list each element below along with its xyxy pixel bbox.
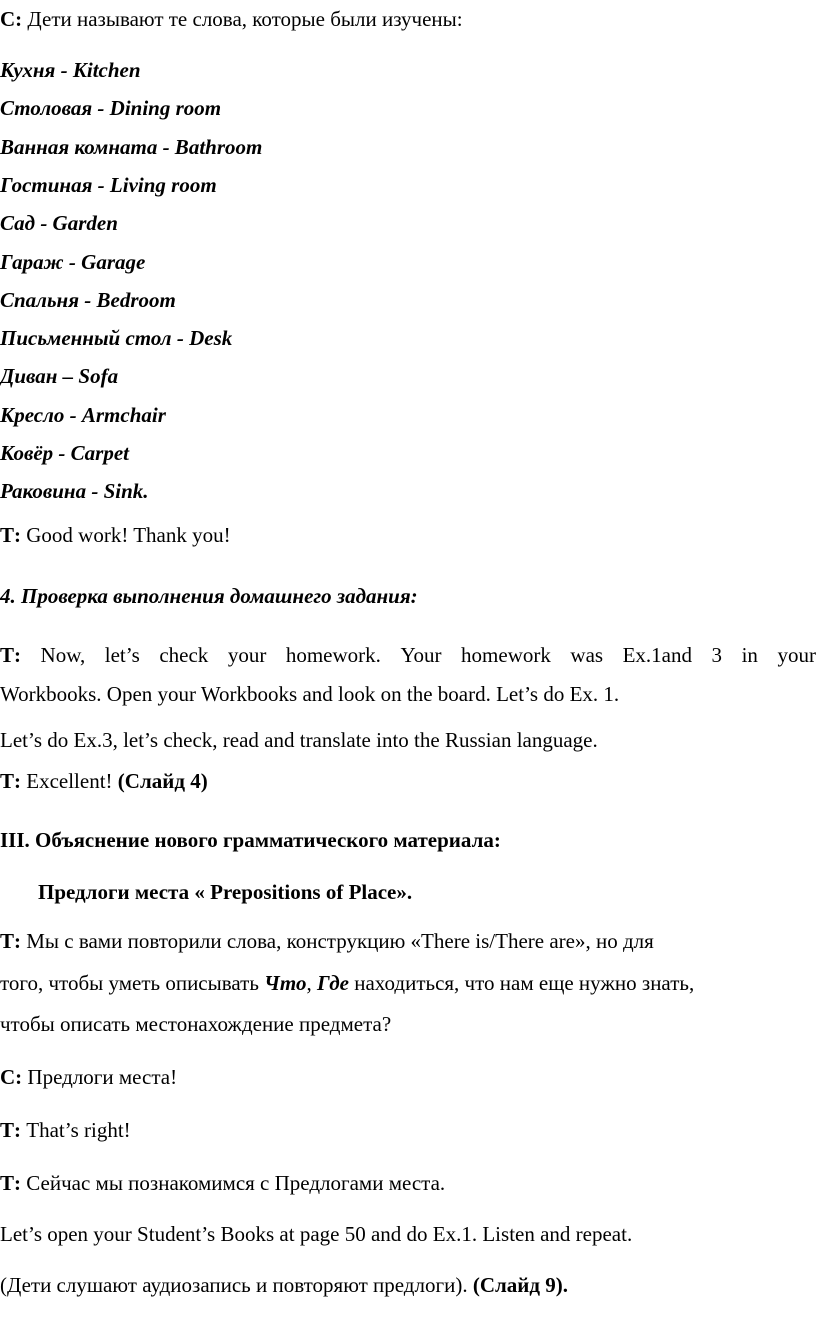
- homework-line-3: Let’s do Ex.3, let’s check, read and translate into the Russian language.: [0, 728, 598, 752]
- vocab-item: Кухня - Kitchen: [0, 58, 141, 82]
- speaker-label: Т:: [0, 643, 21, 667]
- now-intro-line: [0, 1173, 445, 1194]
- slide-ref: (Слайд 4): [117, 769, 208, 793]
- homework-word: Your: [400, 643, 442, 667]
- excellent-text: Excellent!: [21, 769, 118, 793]
- good-work-line: [0, 525, 231, 546]
- homework-word: let’s: [104, 643, 140, 667]
- vocab-item: Ванная комната - Bathroom: [0, 135, 263, 159]
- vocab-item: Ковёр - Carpet: [0, 441, 129, 465]
- speaker-label: Т:: [0, 929, 21, 953]
- homework-line-2: Workbooks. Open your Workbooks and look on the board. Let’s do Ex. 1.: [0, 682, 620, 706]
- homework-word: 3: [711, 643, 723, 667]
- question-text-2-post: находиться, что нам еще нужно знать,: [349, 971, 695, 995]
- section-3-subheading: Предлоги места « Prepositions of Place».: [38, 880, 413, 904]
- answer-line: [0, 1067, 177, 1088]
- vocab-item: Кресло - Armchair: [0, 403, 166, 427]
- question-line-2: [0, 973, 694, 994]
- homework-word: your: [227, 643, 267, 667]
- speaker-label: Т:: [0, 1118, 21, 1142]
- answer-text: Предлоги места!: [22, 1065, 178, 1089]
- vocab-item: Столовая - Dining room: [0, 96, 222, 120]
- speaker-label: С:: [0, 7, 23, 31]
- question-text-1: Мы с вами повторили слова, конструкцию «There is/There are», но для: [21, 929, 654, 953]
- vocab-item: Раковина - Sink.: [0, 479, 149, 503]
- listen-text: (Дети слушают аудиозапись и повторяют предлоги).: [0, 1273, 473, 1297]
- section-3-heading: III. Объяснение нового грамматического материала:: [0, 828, 501, 852]
- vocab-item: Гостиная - Living room: [0, 173, 217, 197]
- homework-word: homework.: [285, 643, 381, 667]
- question-line-3: чтобы описать местонахождение предмета?: [0, 1012, 392, 1036]
- speaker-label: Т:: [0, 1171, 21, 1195]
- homework-word: your: [777, 643, 816, 667]
- thats-right-text: That’s right!: [21, 1118, 131, 1142]
- homework-word: in: [741, 643, 758, 667]
- speaker-label: Т:: [0, 523, 21, 547]
- excellent-line: [0, 771, 208, 792]
- emphasis-where: Где: [316, 971, 349, 995]
- now-intro-text: Сейчас мы познакомимся с Предлогами места.: [21, 1171, 446, 1195]
- homework-word: Now,: [40, 643, 86, 667]
- homework-word: Ex.1and: [622, 643, 693, 667]
- section-4-heading: 4. Проверка выполнения домашнего задания:: [0, 584, 418, 608]
- intro-line: [0, 9, 463, 30]
- good-work-text: Good work! Thank you!: [21, 523, 231, 547]
- speaker-label: С:: [0, 1065, 23, 1089]
- question-text-2-pre: того, чтобы уметь описывать: [0, 971, 265, 995]
- question-comma: ,: [306, 971, 317, 995]
- vocab-item: Диван – Sofa: [0, 364, 119, 388]
- homework-word: was: [570, 643, 604, 667]
- homework-word: check: [159, 643, 209, 667]
- vocab-item: Гараж - Garage: [0, 250, 146, 274]
- open-books-line: Let’s open your Student’s Books at page 50 and do Ex.1. Listen and repeat.: [0, 1222, 633, 1246]
- thats-right-line: [0, 1120, 131, 1141]
- vocab-item: Письменный стол - Desk: [0, 326, 233, 350]
- listen-line: [0, 1275, 568, 1296]
- emphasis-what: Что: [264, 971, 307, 995]
- question-line-1: [0, 931, 654, 952]
- homework-line-1: [0, 645, 816, 666]
- intro-text: Дети называют те слова, которые были изучены:: [22, 7, 463, 31]
- vocab-item: Сад - Garden: [0, 211, 118, 235]
- slide-ref: (Слайд 9).: [472, 1273, 568, 1297]
- homework-word: homework: [461, 643, 551, 667]
- vocab-item: Спальня - Bedroom: [0, 288, 176, 312]
- speaker-label: Т:: [0, 769, 21, 793]
